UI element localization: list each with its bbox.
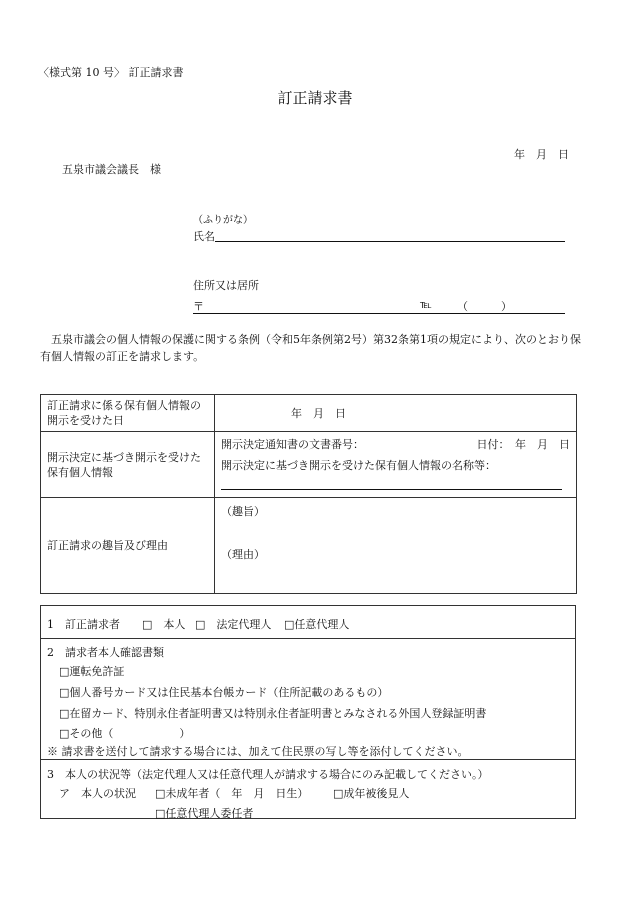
correction-reason-label: 訂正請求の趣旨及び理由 — [41, 498, 215, 594]
mail-note: ※ 請求書を送付して請求する場合には、加えて住民票の写し等を添付してください。 — [47, 745, 469, 758]
date-field[interactable]: 年 月 日 — [514, 148, 569, 161]
request-details-table — [40, 394, 577, 594]
disclosure-date-field[interactable]: 年 月 日 — [215, 395, 577, 432]
tel-label: ℡ — [420, 298, 432, 311]
doc-residence-card[interactable]: □在留カード、特別永住者証明書又は特別永住者証明書とみなされる外国人登録証明書 — [59, 707, 487, 720]
doc-other[interactable]: □その他（ ） — [59, 727, 191, 740]
disclosure-date-label: 訂正請求に係る保有個人情報の開示を受けた日 — [41, 395, 215, 432]
doc-my-number-card[interactable]: □個人番号カード又は住民基本台帳カード（住所記載のあるもの） — [59, 686, 389, 699]
address-label: 住所又は居所 — [193, 279, 259, 292]
disclosed-info-label: 開示決定に基づき開示を受けた保有個人情報 — [41, 432, 215, 498]
form-number: 〈様式第 10 号〉 訂正請求書 — [38, 66, 184, 79]
section3-label: 3 本人の状況等（法定代理人又は任意代理人が請求する場合にのみ記載してください。） — [47, 768, 489, 781]
info-name-underline — [221, 489, 562, 490]
postal-mark: 〒 — [193, 300, 204, 313]
status-label: ア 本人の状況 — [59, 787, 136, 800]
addressee: 五泉市議会議長 様 — [62, 163, 161, 176]
tel-field[interactable]: （ ） — [457, 300, 512, 313]
option-minor[interactable]: □未成年者（ 年 月 日生） — [155, 787, 309, 800]
option-self[interactable]: □ 本人 — [142, 618, 186, 631]
doc-number-label: 開示決定通知書の文書番号： — [221, 438, 364, 451]
section1-label: 1 訂正請求者 — [47, 618, 120, 631]
option-principal[interactable]: □任意代理人委任者 — [155, 807, 254, 820]
document-title: 訂正請求書 — [277, 89, 353, 107]
section2-label: 2 請求者本人確認書類 — [47, 646, 164, 659]
furigana-label: （ふりがな） — [193, 215, 253, 226]
correction-reason-field[interactable] — [215, 498, 577, 594]
divider — [41, 759, 575, 760]
info-name-label: 開示決定に基づき開示を受けた保有個人情報の名称等： — [221, 459, 496, 472]
request-statement: 五泉市議会の個人情報の保護に関する条例（令和5年条例第2号）第32条第1項の規定により、次のとおり保有個人情報の訂正を請求します。 — [40, 333, 581, 363]
doc-drivers-license[interactable]: □運転免許証 — [59, 665, 125, 678]
option-adult-ward[interactable]: □成年被後見人 — [333, 787, 410, 800]
reason-label: （理由） — [221, 548, 265, 561]
address-field[interactable] — [193, 313, 565, 314]
disclosed-info-field[interactable] — [215, 432, 577, 498]
purpose-label: （趣旨） — [221, 505, 265, 518]
name-field[interactable] — [215, 241, 565, 242]
option-legal-agent[interactable]: □ 法定代理人 — [195, 618, 272, 631]
name-label: 氏名 — [193, 230, 215, 243]
divider — [41, 638, 575, 639]
requester-section-box — [40, 605, 576, 819]
option-voluntary-agent[interactable]: □任意代理人 — [284, 618, 350, 631]
notice-date-label: 日付： 年 月 日 — [476, 438, 570, 451]
